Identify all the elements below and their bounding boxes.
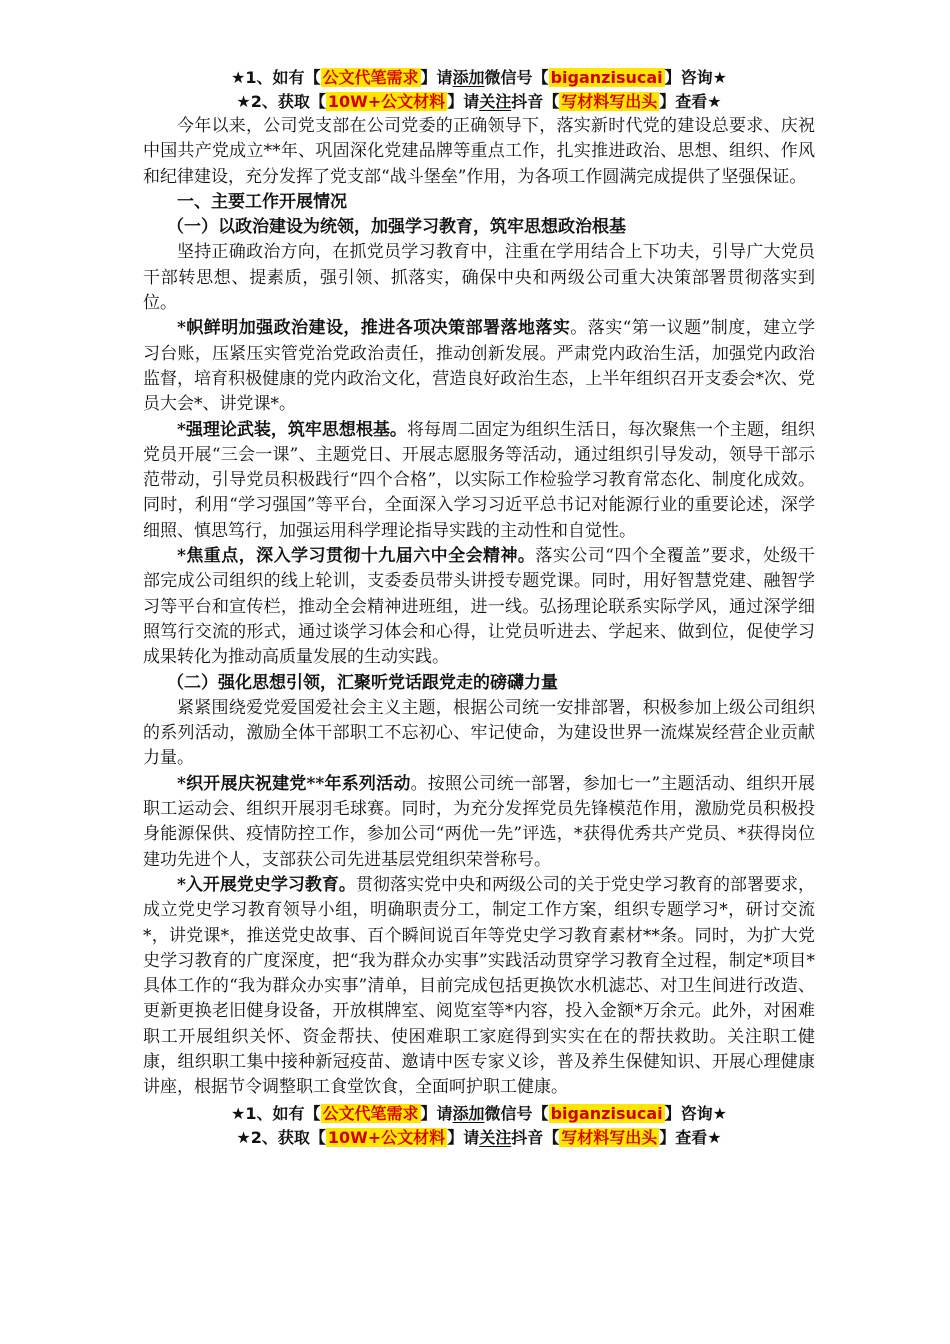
paragraph-political-building: *帜鲜明加强政治建设，推进各项决策部署落地落实。落实“第一议题”制度，建立学习台账，压紧压实管党治党政治责任，推动创新发展。严肃党内政治生活，加强党内政治监督，培育积极健康的党内政治文化，营造良好政治生态，上半年组织召开支委会*次、党员大会*、讲党课*。 <box>143 318 816 415</box>
intro-paragraph: 今年以来，公司党支部在公司党委的正确领导下，落实新时代党的建设总要求、庆祝中国共产党成立**年、巩固深化党建品牌等重点工作，扎实推进政治、思想、组织、作风和纪律建设，充分发挥了党支部“战斗堡垒”作用，为各项工作圆满完成提供了坚强保证。 <box>143 116 815 187</box>
document-page <box>143 66 815 1150</box>
highlight-douyin: 写材料写出头 <box>561 1127 658 1147</box>
paragraph-anniversary-activities: *织开展庆祝建党**年系列活动。按照公司统一部署，参加七一”主题活动、组织开展职工运动会、组织开展羽毛球赛。同时，为充分发挥党员先锋模范作用，激励党员积极投身能源保供、疫情防控工作，参加公司“两优一先”评选，*获得优秀共产党员、*获得岗位建功先进个人，支部获公司先进基层党组织荣誉称号。 <box>143 773 815 870</box>
subsection-1-intro: 坚持正确政治方向，在抓党员学习教育中，注重在学用结合上下功夫，引导广大党员干部转思想、提素质，强引领、抓落实，确保中央和两级公司重大决策部署贯彻落实到位。 <box>143 242 815 314</box>
subsection-2-intro: 紧紧围绕爱党爱国爱社会主义主题，根据公司统一安排部署，积极参加上级公司组织的系列活动，激励全体干部职工不忘初心、牢记使命，为建设世界一流煤炭经营企业贡献力量。 <box>143 697 815 769</box>
highlight-materials: 10W+公文材料 <box>327 92 446 111</box>
highlight-service: 公文代笔需求 <box>322 68 419 87</box>
highlight-wechat-id: biganzisucai <box>550 68 663 87</box>
paragraph-party-history: *入开展党史学习教育。贯彻落实党中央和两级公司的关于党史学习教育的部署要求，成立党史学习教育领导小组，明确职责分工，制定工作方案，组织专题学习*，研讨交流*，讲党课*，推送党史故事、百个瞬间说百年等党史学习教育素材**条。同时，为扩大党史学习教育的广度深度，把“我为群众办实事”实践活动贯穿学习教育全过程，制定*项目*具体工作的“我为群众办实事”清单，目前完成包括更换饮水机滤芯、对卫生间进行改造、更新更换老旧健身设备，开放棋牌室、阅览室等*内容，投入金额*万余元。此外，对困难职工开展组织关怀、资金帮扶、使困难职工家庭得到实实在在的帮扶救助。关注职工健康，组织职工集中接种新冠疫苗、邀请中医专家义诊，普及养生保健知识、开展心理健康讲座，根据节令调整职工食堂饮食，全面呵护职工健康。 <box>143 874 816 1098</box>
paragraph-plenary-study: *焦重点，深入学习贯彻十九届六中全会精神。落实公司“四个全覆盖”要求，处级干部完成公司组织的线上轮训，支委委员带头讲授专题党课。同时，用好智慧党建、融智学习等平台和宣传栏，推动全会精神进班组，进一线。弘扬理论联系实际学风，通过深学细照笃行交流的形式，通过谈学习体会和心得，让党员听进去、学起来、做到位，促使学习成果转化为推动高质量发展的生动实践。 <box>143 546 816 668</box>
section-heading: 一、主要工作开展情况 <box>177 191 347 212</box>
highlight-douyin: 写材料写出头 <box>561 92 658 111</box>
star-icon: ★ <box>231 68 246 87</box>
promo-banner-line1: ★1、如有【 公文代笔需求 】请添加微信号【 biganzisucai 】咨询★ <box>231 68 727 87</box>
subsection-heading-2: （二）强化思想引领，汇聚听党话跟党走的磅礴力量 <box>167 672 558 693</box>
promo-banner-line1-bottom: ★1、如有【 公文代笔需求 】请添加微信号【 biganzisucai 】咨询★ <box>231 1103 727 1123</box>
promo-banner-line2-bottom: ★2、获取【 10W+公文材料 】请关注抖音【 写材料写出头 】查看★ <box>236 1127 722 1147</box>
highlight-materials: 10W+公文材料 <box>327 1127 446 1147</box>
star-icon: ★ <box>231 1103 246 1123</box>
star-icon: ★ <box>236 92 251 111</box>
star-icon: ★ <box>236 1127 251 1147</box>
paragraph-theory-study: *强理论武装，筑牢思想根基。将每周二固定为组织生活日，每次聚焦一个主题，组织党员开展“三会一课”、主题党日、开展志愿服务等活动，通过组织引导发动，领导干部示范带动，引导党员积极践行“四个合格”，以实际工作检验学习教育常态化、制度化成效。同时，利用“学习强国”等平台，全面深入学习习近平总书记对能源行业的重要论述，深学细照、慎思笃行，加强运用科学理论指导实践的主动性和自觉性。 <box>143 419 816 541</box>
promo-banner-line2: ★2、获取【 10W+公文材料 】请关注抖音【 写材料写出头 】查看★ <box>236 92 722 111</box>
highlight-wechat-id: biganzisucai <box>550 1103 663 1123</box>
highlight-service: 公文代笔需求 <box>322 1103 419 1123</box>
subsection-heading-1: （一）以政治建设为统领，加强学习教育，筑牢思想政治根基 <box>167 217 626 238</box>
